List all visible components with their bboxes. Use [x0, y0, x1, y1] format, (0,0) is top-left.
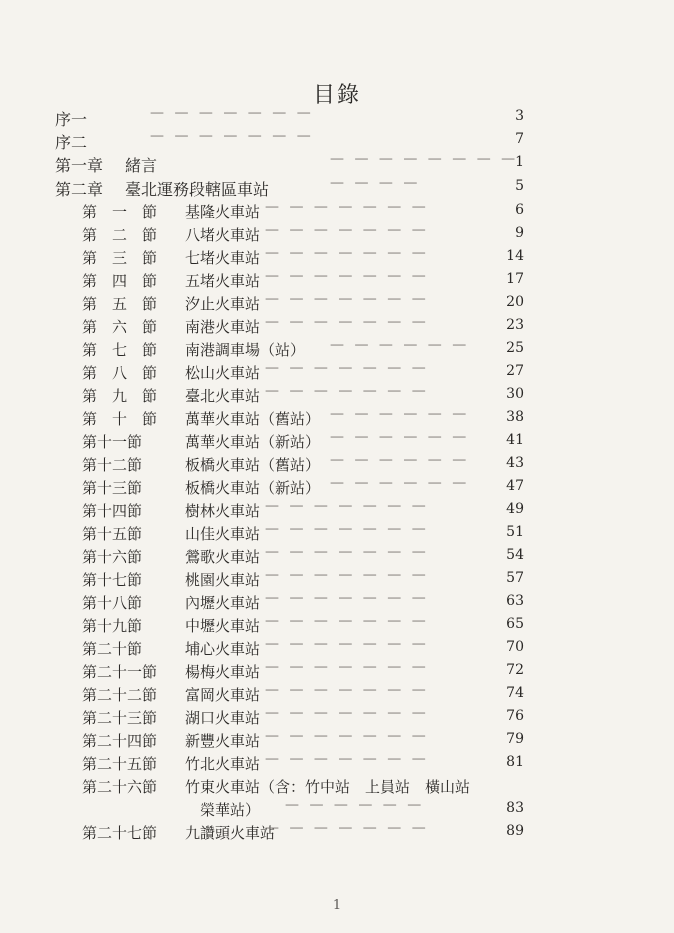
- toc-entry-title: 萬華火車站（新站）: [185, 433, 321, 451]
- toc-entry: [0, 799, 674, 822]
- toc-page-number: 38: [506, 409, 524, 425]
- toc-page-number: 47: [506, 478, 524, 494]
- toc-entry: [0, 730, 674, 753]
- toc-leader-dashes: — — — — — — —: [265, 199, 429, 215]
- toc-entry-title: 緒言: [125, 156, 158, 175]
- toc-entry-label: 第二十四節: [82, 732, 158, 750]
- toc-entry-label: 第二十三節: [82, 709, 158, 727]
- toc-leader-dashes: — — — — — — —: [265, 728, 429, 744]
- toc-entry-title: 汐止火車站: [185, 295, 261, 313]
- toc-entry-label: 第十八節: [82, 594, 143, 612]
- toc-page-number: 14: [506, 248, 524, 264]
- toc-page-number: 27: [506, 363, 524, 379]
- toc-leader-dashes: — — — — — — —: [265, 613, 429, 629]
- page-number: 1: [332, 898, 342, 913]
- toc-leader-dashes: — — — — — — —: [150, 105, 314, 121]
- toc-entry: [0, 153, 674, 176]
- toc-entry-title: 新豐火車站: [185, 732, 261, 750]
- toc-entry-label: 序一: [55, 110, 88, 129]
- toc-entry-label: 第 八 節: [82, 364, 158, 382]
- toc-page-number: 54: [506, 547, 524, 563]
- toc-entry-label: 第 九 節: [82, 387, 158, 405]
- toc-leader-dashes: — — — — — — —: [265, 705, 429, 721]
- toc-leader-dashes: — — — — — — —: [265, 682, 429, 698]
- toc-page-number: 49: [506, 501, 524, 517]
- toc-leader-dashes: — — — — — — —: [265, 314, 429, 330]
- toc-entry-title: 富岡火車站: [185, 686, 261, 704]
- toc-leader-dashes: — — — — — —: [330, 452, 470, 468]
- toc-leader-dashes: — — — — — — —: [265, 383, 429, 399]
- toc-entry: [0, 523, 674, 546]
- toc-entry: [0, 107, 674, 130]
- toc-entry-label: 第二十五節: [82, 755, 158, 773]
- toc-entry-title: 萬華火車站（舊站）: [185, 410, 321, 428]
- toc-page-number: 43: [506, 455, 524, 471]
- toc-entry: [0, 477, 674, 500]
- toc-page-number: 7: [515, 131, 524, 147]
- toc-entry-label: 第 二 節: [82, 226, 158, 244]
- toc-entry: [0, 707, 674, 730]
- toc-entry-title: 竹北火車站: [185, 755, 261, 773]
- toc-entry-label: 序二: [55, 133, 88, 152]
- toc-entry-label: 第 六 節: [82, 318, 158, 336]
- toc-leader-dashes: — — — —: [330, 175, 421, 191]
- toc-entry-label: 第十九節: [82, 617, 143, 635]
- toc-leader-dashes: — — — — — — — —: [330, 151, 519, 167]
- toc-entry-label: 第二十七節: [82, 824, 158, 842]
- toc-entry-title: 榮華站）: [200, 801, 261, 819]
- toc-entry-title: 八堵火車站: [185, 226, 261, 244]
- toc-leader-dashes: — — — — — — —: [265, 222, 429, 238]
- toc-entry: [0, 224, 674, 247]
- toc-leader-dashes: — — — — — — —: [150, 128, 314, 144]
- toc-entry-title: 楊梅火車站: [185, 663, 261, 681]
- toc-entry: [0, 316, 674, 339]
- toc-entry: [0, 592, 674, 615]
- toc-entry: [0, 684, 674, 707]
- toc-entry: [0, 339, 674, 362]
- toc-entry: [0, 500, 674, 523]
- toc-entry-label: 第 七 節: [82, 341, 158, 359]
- toc-entry: [0, 569, 674, 592]
- toc-entry: [0, 293, 674, 316]
- toc-page-number: 65: [506, 616, 524, 632]
- toc-entry-label: 第二十一節: [82, 663, 158, 681]
- toc-entry-title: 竹東火車站（含：竹中站 上員站 橫山站: [185, 778, 471, 796]
- toc-leader-dashes: — — — — — — —: [265, 636, 429, 652]
- toc-entry: [0, 546, 674, 569]
- toc-leader-dashes: — — — — — — —: [265, 291, 429, 307]
- toc-page-number: 25: [506, 340, 524, 356]
- toc-entry-label: 第 一 節: [82, 203, 158, 221]
- toc-leader-dashes: — — — — — — —: [265, 360, 429, 376]
- toc-entry-title: 山佳火車站: [185, 525, 261, 543]
- toc-entry: [0, 270, 674, 293]
- toc-entry-title: 七堵火車站: [185, 249, 261, 267]
- toc-entry-title: 九讚頭火車站: [185, 824, 276, 842]
- toc-leader-dashes: — — — — — — —: [265, 268, 429, 284]
- toc-entry: [0, 753, 674, 776]
- toc-entry-label: 第 五 節: [82, 295, 158, 313]
- toc-entry-label: 第二十二節: [82, 686, 158, 704]
- toc-page-number: 41: [506, 432, 524, 448]
- toc-leader-dashes: — — — — — — —: [265, 820, 429, 836]
- toc-page-number: 74: [506, 685, 524, 701]
- toc-page-number: 63: [506, 593, 524, 609]
- toc-leader-dashes: — — — — — —: [330, 475, 470, 491]
- toc-page-number: 9: [515, 225, 524, 241]
- toc-leader-dashes: — — — — — —: [330, 337, 470, 353]
- toc-page-number: 83: [506, 800, 524, 816]
- toc-page-number: 51: [506, 524, 524, 540]
- toc-page-number: 23: [506, 317, 524, 333]
- toc-entry: [0, 615, 674, 638]
- toc-entry-title: 南港調車場（站）: [185, 341, 306, 359]
- toc-entry-title: 中壢火車站: [185, 617, 261, 635]
- toc-page-number: 76: [506, 708, 524, 724]
- toc-entry-title: 桃園火車站: [185, 571, 261, 589]
- toc-entry: [0, 201, 674, 224]
- toc-entry-label: 第二十節: [82, 640, 143, 658]
- toc-entry: [0, 822, 674, 845]
- toc-entry-title: 鶯歌火車站: [185, 548, 261, 566]
- toc-leader-dashes: — — — — — —: [330, 406, 470, 422]
- toc-page-number: 17: [506, 271, 524, 287]
- toc-entry-label: 第一章: [55, 156, 104, 175]
- toc-entry: [0, 454, 674, 477]
- toc-entry-label: 第二章: [55, 180, 104, 199]
- toc-page-number: 1: [515, 154, 524, 170]
- toc-leader-dashes: — — — — — — —: [265, 590, 429, 606]
- toc-entry: [0, 130, 674, 153]
- toc-page-number: 89: [506, 823, 524, 839]
- toc-entry-title: 湖口火車站: [185, 709, 261, 727]
- toc-entry: [0, 247, 674, 270]
- toc-entry-title: 基隆火車站: [185, 203, 261, 221]
- toc-entry-title: 松山火車站: [185, 364, 261, 382]
- toc-entry-label: 第十三節: [82, 479, 143, 497]
- toc-entry-label: 第十一節: [82, 433, 143, 451]
- toc-entry-label: 第二十六節: [82, 778, 158, 796]
- toc-entry: [0, 638, 674, 661]
- toc-entry-label: 第十五節: [82, 525, 143, 543]
- toc-entry: [0, 177, 674, 200]
- toc-entry: [0, 431, 674, 454]
- toc-entry: [0, 661, 674, 684]
- toc-page-number: 81: [506, 754, 524, 770]
- toc-page-number: 79: [506, 731, 524, 747]
- toc-entry: [0, 408, 674, 431]
- toc-entry-title: 埔心火車站: [185, 640, 261, 658]
- toc-page-number: 57: [506, 570, 524, 586]
- toc-leader-dashes: — — — — — —: [330, 429, 470, 445]
- toc-entry-title: 板橋火車站（舊站）: [185, 456, 321, 474]
- toc-page-number: 20: [506, 294, 524, 310]
- toc-leader-dashes: — — — — — — —: [265, 659, 429, 675]
- toc-leader-dashes: — — — — — — —: [265, 567, 429, 583]
- toc-leader-dashes: — — — — — — —: [265, 498, 429, 514]
- toc-entry: [0, 385, 674, 408]
- toc-leader-dashes: — — — — — — —: [265, 521, 429, 537]
- toc-leader-dashes: — — — — — — —: [265, 245, 429, 261]
- toc-leader-dashes: — — — — — —: [285, 797, 425, 813]
- toc-entry-label: 第 十 節: [82, 410, 158, 428]
- toc-page-number: 5: [515, 178, 524, 194]
- toc-entry-label: 第十二節: [82, 456, 143, 474]
- toc-entry-title: 臺北火車站: [185, 387, 261, 405]
- toc-page-number: 72: [506, 662, 524, 678]
- toc-entry: [0, 776, 674, 799]
- toc-entry-label: 第十七節: [82, 571, 143, 589]
- toc-page-number: 30: [506, 386, 524, 402]
- toc-entry-title: 樹林火車站: [185, 502, 261, 520]
- toc-entry-label: 第 三 節: [82, 249, 158, 267]
- toc-entry-label: 第十四節: [82, 502, 143, 520]
- toc-leader-dashes: — — — — — — —: [265, 751, 429, 767]
- page-title: 目錄: [312, 83, 361, 108]
- toc-entry-label: 第 四 節: [82, 272, 158, 290]
- toc-entry-title: 五堵火車站: [185, 272, 261, 290]
- toc-page-number: 70: [506, 639, 524, 655]
- toc-entry-title: 板橋火車站（新站）: [185, 479, 321, 497]
- toc-entry-title: 內壢火車站: [185, 594, 261, 612]
- toc-entry-label: 第十六節: [82, 548, 143, 566]
- toc-entry: [0, 362, 674, 385]
- toc-entry-title: 臺北運務段轄區車站: [125, 180, 270, 199]
- toc-page-number: 3: [515, 108, 524, 124]
- toc-page-number: 6: [515, 202, 524, 218]
- toc-entry-title: 南港火車站: [185, 318, 261, 336]
- toc-leader-dashes: — — — — — — —: [265, 544, 429, 560]
